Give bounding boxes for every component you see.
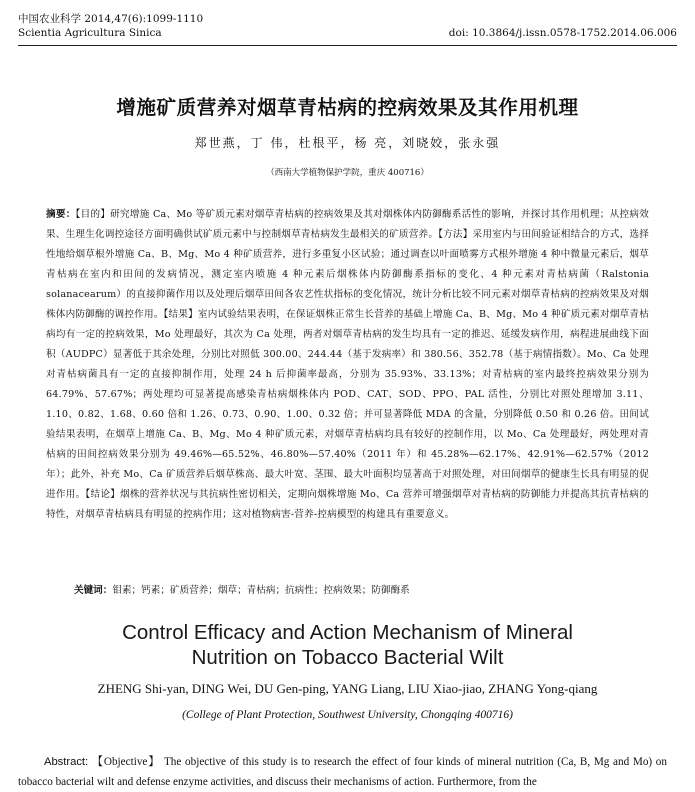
running-header xyxy=(18,12,677,40)
en-abstract-label: Abstract: xyxy=(44,756,89,768)
cn-abstract-label: 摘要： xyxy=(46,209,76,220)
en-abstract-text: 【Objective】 The objective of this study is to research the effect of four kinds of mineral nutrition (Ca, B, Mg and Mo) on tobacco bacterial wilt and defense enzyme activities, and discuss their mechanisms of action. Furthermore, from the xyxy=(18,756,667,788)
cn-keywords xyxy=(74,582,649,596)
en-title-line2: Nutrition on Tobacco Bacterial Wilt xyxy=(191,646,504,669)
journal-name-en: Scientia Agricultura Sinica xyxy=(18,27,162,39)
cn-affiliation: （西南大学植物保护学院，重庆 400716） xyxy=(266,168,429,178)
en-title xyxy=(0,620,695,670)
cn-abstract-text: 【目的】研究增施 Ca、Mo 等矿质元素对烟草青枯病的控病效果及其对烟株体内防御酶系活性的影响，并探讨其作用机理；从控病效果、生理生化调控途径方面明确供试矿质元素中与控制烟草青枯病发生最相关的矿质营养。【方法】采用室内与田间验证相结合的方式，选择性地给烟草根外增施 Ca、B、Mg、Mo 4 种矿质营养，进行多重复小区试验；通过调查以叶面喷雾方式根外增施 4 种中微量元素后，烟草青枯病在室内和田间的发病情况，测定室内喷施 4 种元素后烟株体内防御酶系指标的变化、4 种元素对青枯病菌（Ralstonia solanacearum）的直接抑菌作用以及处理后烟草田间各农艺性状指标的变化情况，统计分析比较不同元素对烟草青枯病的控病效果及对烟株体内防御酶的调控作用。【结果】室内试验结果表明，在保证烟株正常生长营养的基础上增施 Ca、B、Mg、Mo 4 种矿质元素对烟草青枯病均有一定的控病效果，Mo 处理最好，其次为 Ca 处理，两者对烟草青枯病的发生均具有一定的推迟、延缓发病作用，病程进展曲线下面积（AUDPC）显著低于其余处理，分别比对照低 300.00、244.44（基于发病率）和 380.56、352.78（基于病情指数）。Mo、Ca 处理对青枯病菌具有一定的直接抑制作用，处理 24 h 后抑菌率最高，分别为 35.93%、33.13%；对青枯病的室内最终控病效果分别为 64.79%、57.67%；两处理均可显著提高感染青枯病烟株体内 POD、CAT、SOD、PPO、PAL 活性，分别比对照处理增加 3.11、1.10、0.82、1.68、0.60 倍和 1.26、0.73、0.90、1.00、0.32 倍；并可显著降低 MDA 的含量，分别降低 0.50 和 0.26 倍。田间试验结果表明，在烟草上增施 Ca、B、Mg、Mo 4 种矿质元素，对烟草青枯病均具有较好的控制作用，以 Mo、Ca 处理最好，两处理对青枯病的田间控病效果分别为 49.46%—65.52%、46.80%—57.40%（2011 年）和 45.28%—62.17%、42.91%—62.57%（2012 年）；此外，补充 Mo、Ca 矿质营养后烟草株高、最大叶宽、茎围、最大叶面积均显著高于对照处理，对田间烟草的健康生长具有明显的促进作用。【结论】烟株的营养状况与其抗病性密切相关，定期向烟株增施 Mo、Ca 营养可增强烟草对青枯病的防御能力并提高其抗青枯病的特性，对烟草青枯病具有明显的控病作用；这对植物病害-营养-控病模型的构建具有重要意义。 xyxy=(46,209,649,520)
en-affiliation: (College of Plant Protection, Southwest University, Chongqing 400716) xyxy=(182,709,513,721)
cn-title: 增施矿质营养对烟草青枯病的控病效果及其作用机理 xyxy=(116,96,579,119)
en-title-line1: Control Efficacy and Action Mechanism of Mineral xyxy=(122,621,573,644)
cn-keywords-label: 关键词： xyxy=(74,585,113,596)
en-authors: ZHENG Shi-yan, DING Wei, DU Gen-ping, YANG Liang, LIU Xiao-jiao, ZHANG Yong-qiang xyxy=(97,681,598,696)
header-rule xyxy=(18,45,677,46)
cn-keywords-text: 钼素；钙素；矿质营养；烟草；青枯病；抗病性；控病效果；防御酶系 xyxy=(112,585,410,596)
cn-abstract xyxy=(46,205,649,525)
doi: doi: 10.3864/j.issn.0578-1752.2014.06.006 xyxy=(448,27,677,39)
cn-authors: 郑世燕，丁 伟，杜根平，杨 亮，刘晓姣，张永强 xyxy=(194,136,501,150)
en-abstract xyxy=(18,752,667,792)
journal-name-cn: 中国农业科学 2014,47(6):1099-1110 xyxy=(18,13,204,25)
